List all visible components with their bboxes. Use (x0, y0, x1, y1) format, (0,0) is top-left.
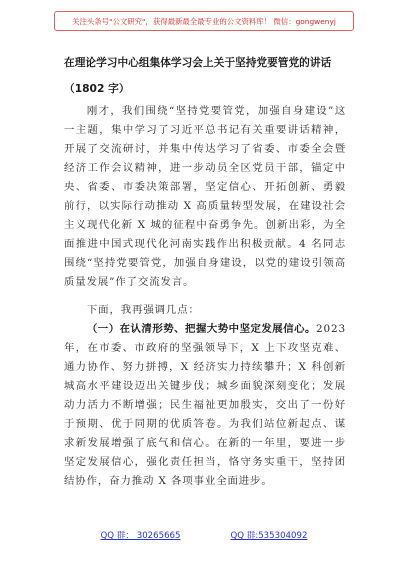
document-title (64, 50, 364, 102)
document-body (64, 102, 346, 491)
title-line-main: 在理论学习中心组集体学习会上关于坚持党要管党的讲话 (64, 56, 332, 69)
promo-banner-text: 关注头条号"公文研究"，获得最新最全最专业的公文资料库！ 微信：gongwenyj (72, 16, 336, 26)
footer-contacts (0, 529, 408, 541)
section1-body: 2023 年，在市委、市政府的坚强领导下，X 上下攻坚克难、通力协作、努力拼搏，X 经济实力持续攀升；X 科创新城高水平建设迈出关键步伐；城乡面貌深刻变化；发展动力活力不断增强；民生福祉更加殷实，交出了一份好于预期、优于同期的优质答卷。为我们站位新起点、谋求新发展增强了底气和信心。在新的一年里，要进一步坚定发展信心，强化责任担当，恪守务实重干，坚持团结协作，奋力推动 X 各项事业全面进步。 (64, 323, 346, 487)
section1-heading: （一）在认清形势、把握大势中坚定发展信心。 (86, 323, 316, 335)
title-line-wordcount: （1802 字） (64, 82, 130, 95)
qq-group-link-1[interactable]: QQ 群： 30265665 (100, 531, 181, 541)
paragraph-intro: 刚才，我们围绕“坚持党要管党，加强自身建设”这一主题，集中学习了习近平总书记有关重要讲话精神，开展了交流研讨，并集中传达学习了省委、市委全会暨经济工作会议精神，进一步动员全区党员干部，锚定中央、省委、市委决策部署，坚定信心、开拓创新、勇毅前行，以实际行动推动 X 高质量转型发展，在建设社会主义现代化新 X 城的征程中奋勇争先。创新出彩，为全面推进中国式现代化河南实践作出积极贡献。4 名同志围绕“坚持党要管党，加强自身建设，以党的建设引领高质量发展”作了交流发言。 (64, 105, 346, 288)
qq-group-link-2[interactable]: QQ 群:535304092 (230, 531, 308, 541)
paragraph-section1 (64, 320, 346, 491)
promo-banner (54, 11, 354, 31)
paragraph-transition: 下面，我再强调几点： (86, 304, 200, 316)
